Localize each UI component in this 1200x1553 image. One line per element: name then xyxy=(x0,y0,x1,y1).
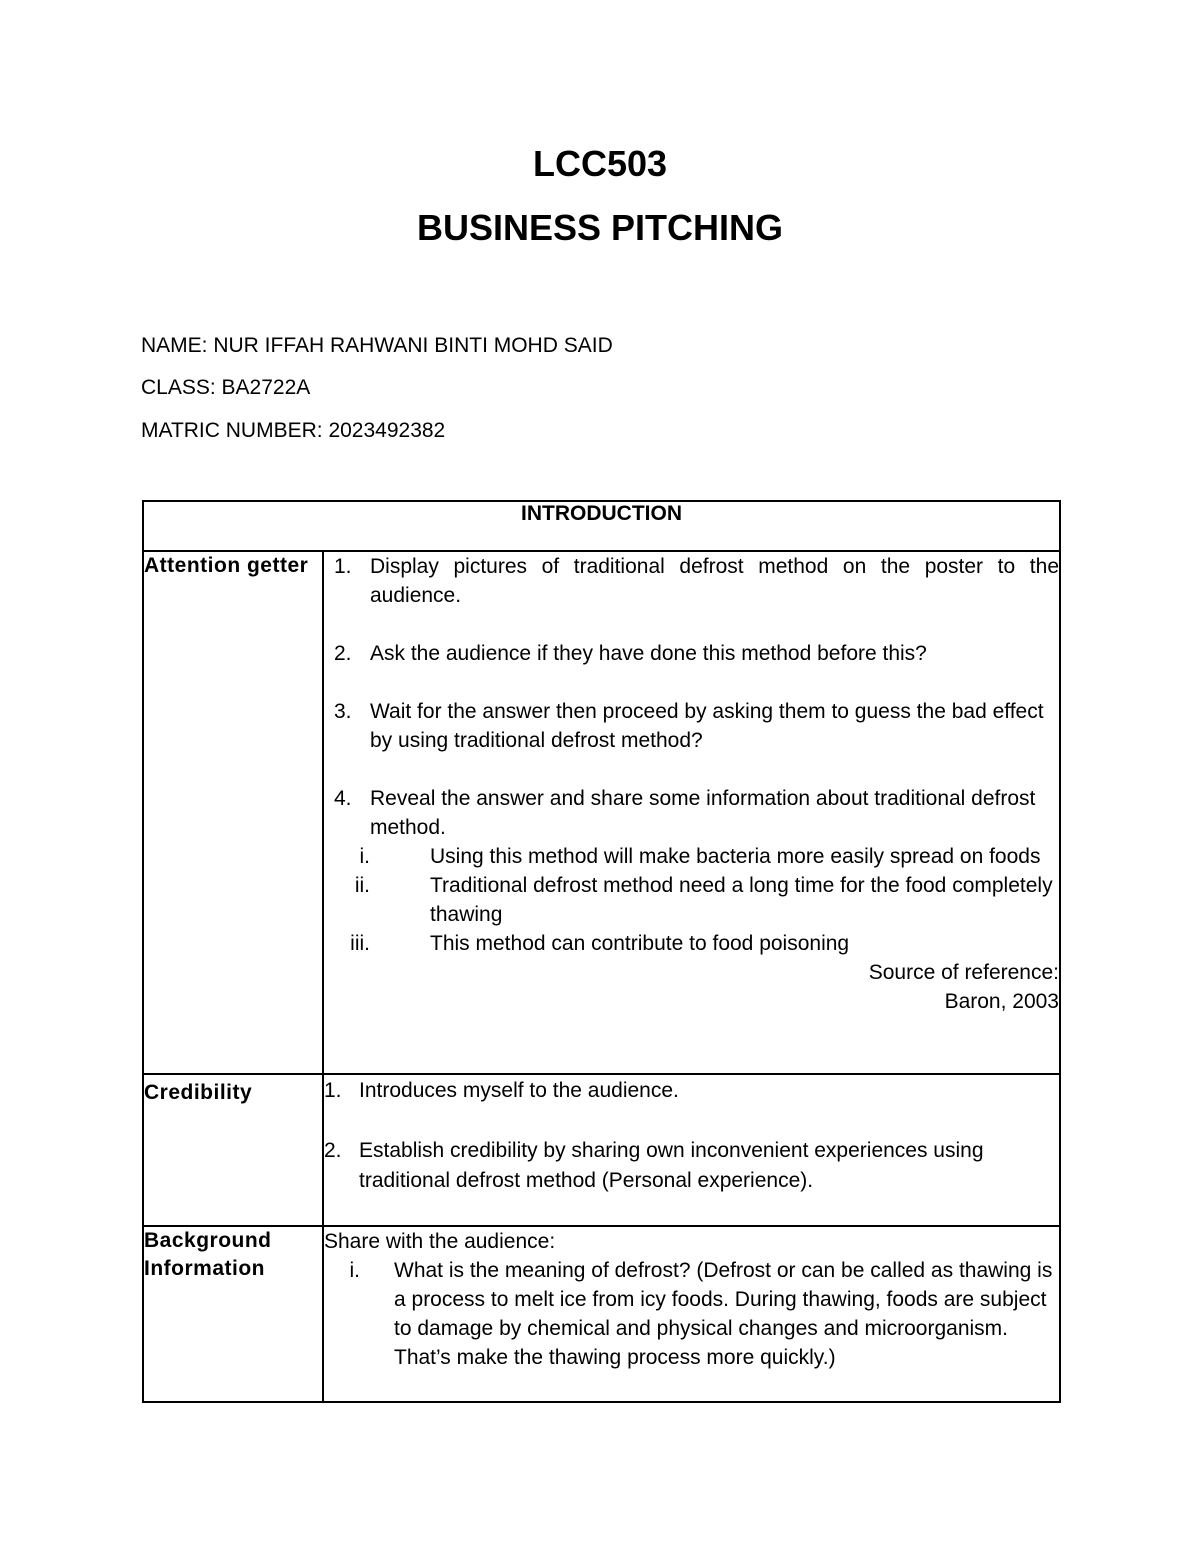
introduction-table xyxy=(142,500,1061,1403)
list-item: 4. Reveal the answer and share some information about traditional defrost method. xyxy=(334,787,1036,839)
credibility-steps-list xyxy=(324,1076,1059,1196)
student-class: CLASS: BA2722A xyxy=(141,376,311,399)
row-label-attention-getter: Attention getter xyxy=(143,551,323,1074)
list-item: 2. Establish credibility by sharing own inconvenient experiences using traditional defrost method (Personal experience). xyxy=(324,1139,984,1192)
row-content-background-information xyxy=(323,1226,1060,1402)
table-row xyxy=(143,1074,1060,1226)
table-row xyxy=(143,551,1060,1074)
source-value: Baron, 2003 xyxy=(944,990,1059,1013)
list-item: 3. Wait for the answer then proceed by asking them to guess the bad effect by using traditional defrost method? xyxy=(334,700,1044,752)
sub-list-item: ii. Traditional defrost method need a long time for the food completely thawing xyxy=(354,874,1053,926)
sub-list-item: iii. This method can contribute to food poisoning xyxy=(350,932,850,955)
student-name: NAME: NUR IFFAH RAHWANI BINTI MOHD SAID xyxy=(141,334,613,357)
row-label-credibility: Credibility xyxy=(143,1074,323,1226)
attention-steps-list xyxy=(324,552,1059,842)
row-content-credibility xyxy=(323,1074,1060,1226)
list-item: 1. Display pictures of traditional defrost method on the poster to the audience. xyxy=(334,555,1059,607)
table-row xyxy=(143,1226,1060,1402)
list-item: 2. Ask the audience if they have done this method before this? xyxy=(334,642,927,665)
sub-list xyxy=(324,1256,1059,1372)
course-code: LCC503 xyxy=(532,143,668,184)
row-label-background-information: Background Information xyxy=(143,1226,323,1402)
document-title: BUSINESS PITCHING xyxy=(416,207,784,248)
background-intro: Share with the audience: xyxy=(324,1230,556,1253)
sub-list xyxy=(324,842,1059,958)
source-label: Source of reference: xyxy=(868,961,1059,984)
sub-list-item: i. Using this method will make bacteria more easily spread on foods xyxy=(359,845,1041,868)
sub-list-item: i. What is the meaning of defrost? (Defrost or can be called as thawing is a process to melt ice from icy foods. During thawing, foods are subject to damage by chemical and physical changes and microorganism. That’s make the thawing process more quickly.) xyxy=(349,1259,1053,1369)
table-heading: INTRODUCTION xyxy=(143,501,1060,551)
list-item: 1. Introduces myself to the audience. xyxy=(324,1079,679,1102)
row-content-attention-getter xyxy=(323,551,1060,1074)
matric-number: MATRIC NUMBER: 2023492382 xyxy=(141,419,446,442)
